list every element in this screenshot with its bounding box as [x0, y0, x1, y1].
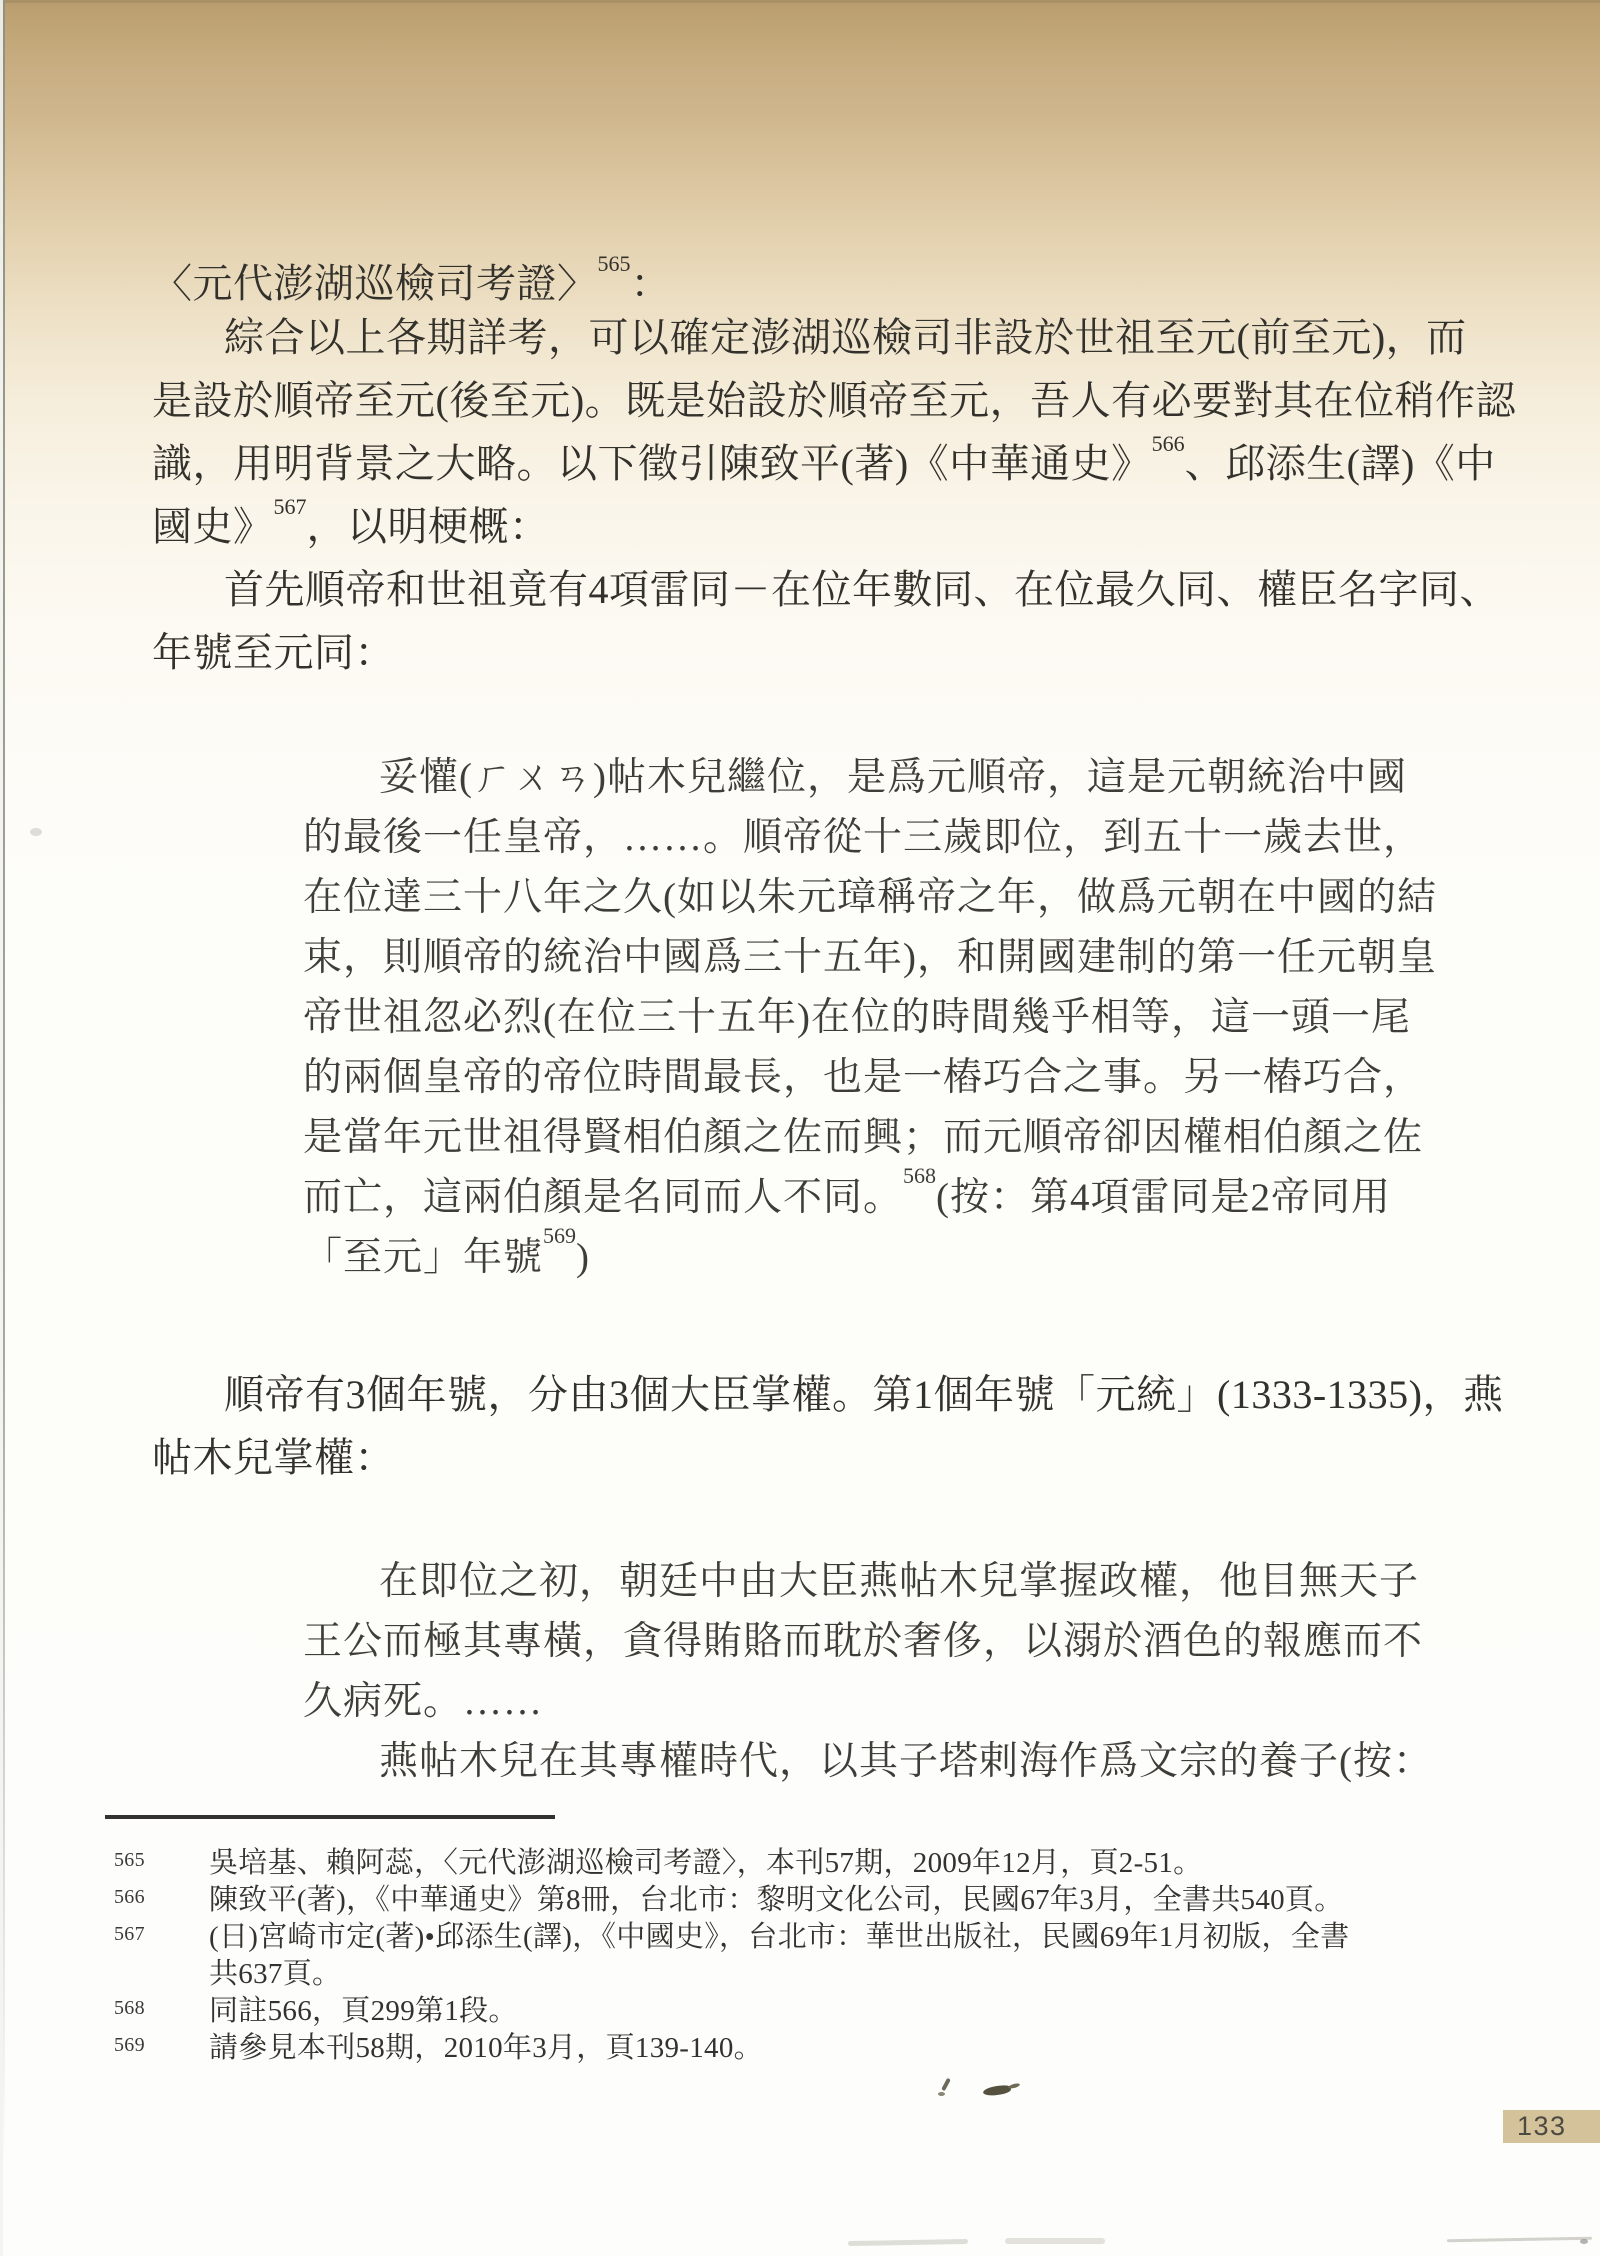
footnote-text: 請參見本刊58期，2010年3月，頁139-140。 — [209, 2032, 763, 2064]
footnote-marker: 566 — [114, 1886, 145, 1908]
footnote-marker: 567 — [114, 1923, 145, 1945]
scan-smudge — [30, 828, 42, 836]
body-paragraph-1: 綜合以上各期詳考，可以確定澎湖巡檢司非設於世祖至元(前至元)，而 是設於順帝至元(後至元)。既是始設於順帝至元，吾人有必要對其在位稍作認 識，用明背景之大略。以下徵引陳致平(著)《中華通史》$^{566}$、邱添生(譯)《中 國史》$^{567}$，以明梗概： — [152, 315, 1517, 549]
footnote-marker: 568 — [114, 1997, 145, 2019]
footnote-text: 陳致平(著)，《中華通史》第8冊，台北市：黎明文化公司，民國67年3月，全書共540頁。 — [209, 1884, 1344, 1916]
footnote-marker: 565 — [114, 1849, 145, 1871]
footnote-568 — [112, 1993, 1532, 2030]
page-number-badge: 133 — [1503, 2110, 1600, 2143]
footnote-569 — [112, 2030, 1532, 2067]
scan-streak — [1447, 2237, 1592, 2243]
footnote-marker: 569 — [114, 2034, 145, 2056]
ink-smudge — [1008, 2083, 1021, 2090]
scan-streak — [848, 2239, 968, 2246]
footnote-separator — [105, 1815, 555, 1819]
body-paragraph-3: 順帝有3個年號，分由3個大臣掌權。第1個年號「元統」(1333-1335)，燕 帖木兒掌權： — [152, 1372, 1504, 1480]
scan-top-shadow — [0, 0, 1600, 3]
footnote-567 — [112, 1919, 1532, 1993]
block-quote-2: 在即位之初，朝廷中由大臣燕帖木兒掌握政權，他目無天子 王公而極其專橫，貪得賄賂而耽於奢侈，以溺於酒色的報應而不 久病死。…… 燕帖木兒在其專權時代，以其子塔剌海作爲文宗的養子(按： — [303, 1560, 1433, 1783]
block-quote-1: 妥懽(ㄏㄨㄢ)帖木兒繼位，是爲元順帝，這是元朝統治中國 的最後一任皇帝，……。順帝從十三歲即位，到五十一歲去世， 在位達三十八年之久(如以朱元璋稱帝之年，做爲元朝在中國的結 束，則順帝的統治中國爲三十五年)，和開國建制的第一任元朝皇 帝世祖忽必烈(在位三十五年)在位的時間幾乎相等，這一頭一尾 的兩個皇帝的帝位時間最長，也是一樁巧合之事。另一樁巧合， 是當年元世祖得賢相伯顏之佐而興；而元順帝卻因權相伯顏之佐 而亡，這兩伯顏是名同而人不同。$^{568}$(按：第4項雷同是2帝同用 「至元」年號$^{569}$) — [303, 756, 1437, 1279]
body-paragraph-2: 首先順帝和世祖竟有4項雷同－在位年數同、在位最久同、權臣名字同、 年號至元同： — [152, 567, 1500, 675]
footnote-text: 同註566，頁299第1段。 — [209, 1995, 518, 2027]
footnote-text: 吳培基、賴阿蕊，〈元代澎湖巡檢司考證〉，本刊57期，2009年12月，頁2-51。 — [209, 1847, 1203, 1879]
scan-speck — [1580, 2239, 1588, 2244]
footnote-565 — [112, 1845, 1532, 1882]
footnotes-section — [112, 1845, 1532, 2067]
footnote-text: (日)宮崎市定(著)•邱添生(譯)，《中國史》，台北市：華世出版社，民國69年1月初版，全書 共637頁。 — [209, 1921, 1350, 1990]
scan-streak — [1005, 2238, 1105, 2244]
footnote-566 — [112, 1882, 1532, 1919]
ink-smudge — [938, 2092, 945, 2096]
scan-left-edge-line — [3, 0, 5, 2256]
ink-smudge — [941, 2078, 951, 2091]
article-title-line: 〈元代澎湖巡檢司考證〉$^{565}$： — [152, 250, 671, 306]
